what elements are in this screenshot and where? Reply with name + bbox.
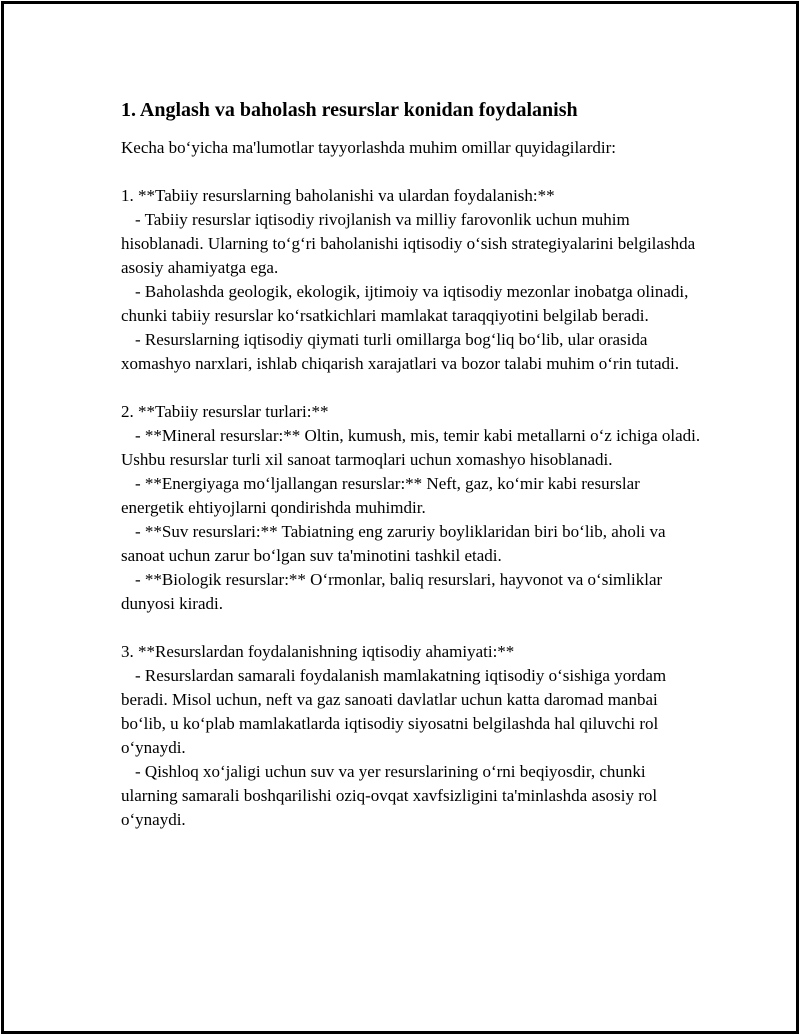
list-item: - Resurslardan samarali foydalanish mamlakatning iqtisodiy o‘sishiga yordam beradi. Misol uchun, neft va gaz sanoati davlatlar uchun katta daromad manbai bo‘lib, u ko‘plab mamlakatlarda iqtisodiy siyosatni belgilashda hal qiluvchi rol o‘ynaydi. <box>121 666 667 757</box>
list-item: - Qishloq xo‘jaligi uchun suv va yer resurslarining o‘rni beqiyosdir, chunki ularning samarali boshqarilishi oziq-ovqat xavfsizligini ta'minlashda asosiy rol o‘ynaydi. <box>121 762 658 829</box>
list-item: - Tabiiy resurslar iqtisodiy rivojlanish va milliy farovonlik uchun muhim hisoblanadi. Ularning to‘g‘ri baholanishi iqtisodiy o‘sish strategiyalarini belgilashda asosiy ahamiyatga ega. <box>121 210 696 277</box>
list-item: - **Suv resurslari:** Tabiatning eng zaruriy boyliklaridan biri bo‘lib, aholi va sanoat uchun zarur bo‘lgan suv ta'minotini tashkil etadi. <box>121 522 666 565</box>
section-economic-importance <box>121 640 701 832</box>
list-item: - **Biologik resurslar:** O‘rmonlar, baliq resurslari, hayvonot va o‘simliklar dunyosi kiradi. <box>121 570 663 613</box>
list-item: - **Mineral resurslar:** Oltin, kumush, mis, temir kabi metallarni o‘z ichiga oladi. Ushbu resurslar turli xil sanoat tarmoqlari uchun xomashyo hisoblanadi. <box>121 426 701 469</box>
intro-paragraph: Kecha bo‘yicha ma'lumotlar tayyorlashda muhim omillar quyidagilardir: <box>121 138 616 157</box>
list-item: - **Energiyaga mo‘ljallangan resurslar:** Neft, gaz, ko‘mir kabi resurslar energetik ehtiyojlarni qondirishda muhimdir. <box>121 474 640 517</box>
section-title: 1. **Tabiiy resurslarning baholanishi va ulardan foydalanish:** <box>121 186 555 205</box>
document-body <box>121 94 701 832</box>
section-resource-valuation <box>121 184 701 376</box>
list-item: - Baholashda geologik, ekologik, ijtimoiy va iqtisodiy mezonlar inobatga olinadi, chunki tabiiy resurslar ko‘rsatkichlari mamlakat taraqqiyotini belgilab beradi. <box>121 282 689 325</box>
page-frame <box>1 1 799 1034</box>
section-resource-types <box>121 400 701 616</box>
section-title: 2. **Tabiiy resurslar turlari:** <box>121 402 329 421</box>
section-title: 3. **Resurslardan foydalanishning iqtisodiy ahamiyati:** <box>121 642 515 661</box>
document-heading: 1. Anglash va baholash resurslar konidan foydalanish <box>121 99 578 121</box>
list-item: - Resurslarning iqtisodiy qiymati turli omillarga bog‘liq bo‘lib, ular orasida xomashyo narxlari, ishlab chiqarish xarajatlari va bozor talabi muhim o‘rin tutadi. <box>121 330 680 373</box>
